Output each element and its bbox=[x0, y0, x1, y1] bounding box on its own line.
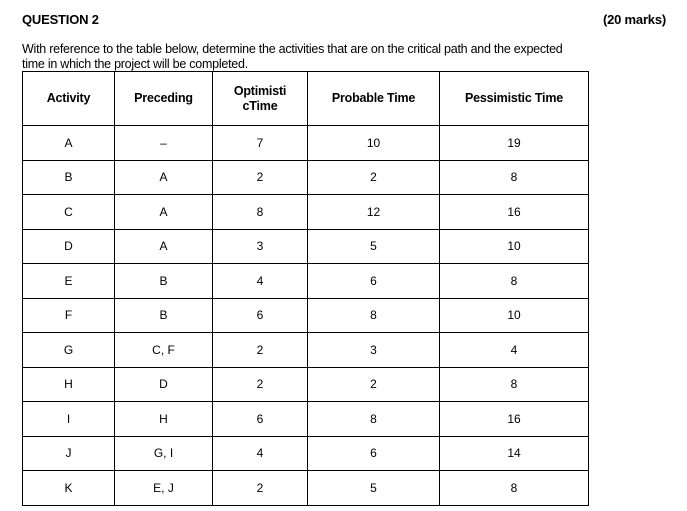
cell-preceding: B bbox=[115, 298, 213, 333]
cell-pessimistic: 16 bbox=[440, 402, 589, 437]
cell-activity: G bbox=[23, 333, 115, 368]
cell-preceding: A bbox=[115, 229, 213, 264]
cell-pessimistic: 8 bbox=[440, 160, 589, 195]
cell-probable: 12 bbox=[308, 195, 440, 230]
cell-preceding: H bbox=[115, 402, 213, 437]
header-probable-time: Probable Time bbox=[308, 72, 440, 126]
question-instruction bbox=[22, 42, 582, 72]
cell-pessimistic: 8 bbox=[440, 367, 589, 402]
header-activity: Activity bbox=[23, 72, 115, 126]
cell-probable: 6 bbox=[308, 436, 440, 471]
header-optimistic-line-2: cTime bbox=[242, 98, 278, 113]
header-pessimistic-time: Pessimistic Time bbox=[440, 72, 589, 126]
cell-preceding: D bbox=[115, 367, 213, 402]
cell-activity: E bbox=[23, 264, 115, 299]
cell-preceding: C, F bbox=[115, 333, 213, 368]
cell-optimistic: 8 bbox=[213, 195, 308, 230]
cell-probable: 10 bbox=[308, 126, 440, 161]
cell-pessimistic: 19 bbox=[440, 126, 589, 161]
cell-preceding: A bbox=[115, 160, 213, 195]
cell-pessimistic: 8 bbox=[440, 264, 589, 299]
table-row bbox=[23, 402, 589, 437]
cell-optimistic: 6 bbox=[213, 298, 308, 333]
cell-activity: B bbox=[23, 160, 115, 195]
cell-activity: D bbox=[23, 229, 115, 264]
cell-optimistic: 2 bbox=[213, 367, 308, 402]
cell-preceding: B bbox=[115, 264, 213, 299]
table-row bbox=[23, 229, 589, 264]
cell-optimistic: 4 bbox=[213, 264, 308, 299]
cell-optimistic: 6 bbox=[213, 402, 308, 437]
activity-table bbox=[22, 71, 589, 506]
table-body bbox=[23, 126, 589, 506]
cell-preceding: G, I bbox=[115, 436, 213, 471]
cell-pessimistic: 4 bbox=[440, 333, 589, 368]
cell-pessimistic: 16 bbox=[440, 195, 589, 230]
table-header-row bbox=[23, 72, 589, 126]
cell-pessimistic: 10 bbox=[440, 298, 589, 333]
cell-activity: A bbox=[23, 126, 115, 161]
cell-preceding: A bbox=[115, 195, 213, 230]
cell-optimistic: 3 bbox=[213, 229, 308, 264]
cell-probable: 5 bbox=[308, 471, 440, 506]
cell-activity: K bbox=[23, 471, 115, 506]
cell-preceding: – bbox=[115, 126, 213, 161]
cell-probable: 3 bbox=[308, 333, 440, 368]
table-row bbox=[23, 264, 589, 299]
header-preceding: Preceding bbox=[115, 72, 213, 126]
cell-activity: H bbox=[23, 367, 115, 402]
table-row bbox=[23, 471, 589, 506]
question-marks: (20 marks) bbox=[602, 12, 666, 27]
table-row bbox=[23, 160, 589, 195]
cell-probable: 2 bbox=[308, 367, 440, 402]
cell-pessimistic: 10 bbox=[440, 229, 589, 264]
cell-activity: J bbox=[23, 436, 115, 471]
cell-optimistic: 7 bbox=[213, 126, 308, 161]
cell-optimistic: 2 bbox=[213, 471, 308, 506]
cell-pessimistic: 14 bbox=[440, 436, 589, 471]
cell-preceding: E, J bbox=[115, 471, 213, 506]
table-row bbox=[23, 126, 589, 161]
cell-activity: C bbox=[23, 195, 115, 230]
header-optimistic-time bbox=[213, 72, 308, 126]
cell-pessimistic: 8 bbox=[440, 471, 589, 506]
instruction-line-1: With reference to the table below, determine the activities that are on the critical path and the expected bbox=[22, 42, 563, 56]
cell-probable: 8 bbox=[308, 402, 440, 437]
cell-optimistic: 2 bbox=[213, 160, 308, 195]
table-row bbox=[23, 367, 589, 402]
table-row bbox=[23, 298, 589, 333]
cell-activity: F bbox=[23, 298, 115, 333]
instruction-line-2: time in which the project will be completed. bbox=[22, 57, 248, 71]
cell-activity: I bbox=[23, 402, 115, 437]
cell-probable: 8 bbox=[308, 298, 440, 333]
question-title: QUESTION 2 bbox=[22, 12, 99, 27]
cell-optimistic: 4 bbox=[213, 436, 308, 471]
header-optimistic-line-1: Optimisti bbox=[233, 83, 287, 98]
cell-optimistic: 2 bbox=[213, 333, 308, 368]
cell-probable: 6 bbox=[308, 264, 440, 299]
table-row bbox=[23, 195, 589, 230]
cell-probable: 2 bbox=[308, 160, 440, 195]
cell-probable: 5 bbox=[308, 229, 440, 264]
table-row bbox=[23, 436, 589, 471]
table-row bbox=[23, 333, 589, 368]
